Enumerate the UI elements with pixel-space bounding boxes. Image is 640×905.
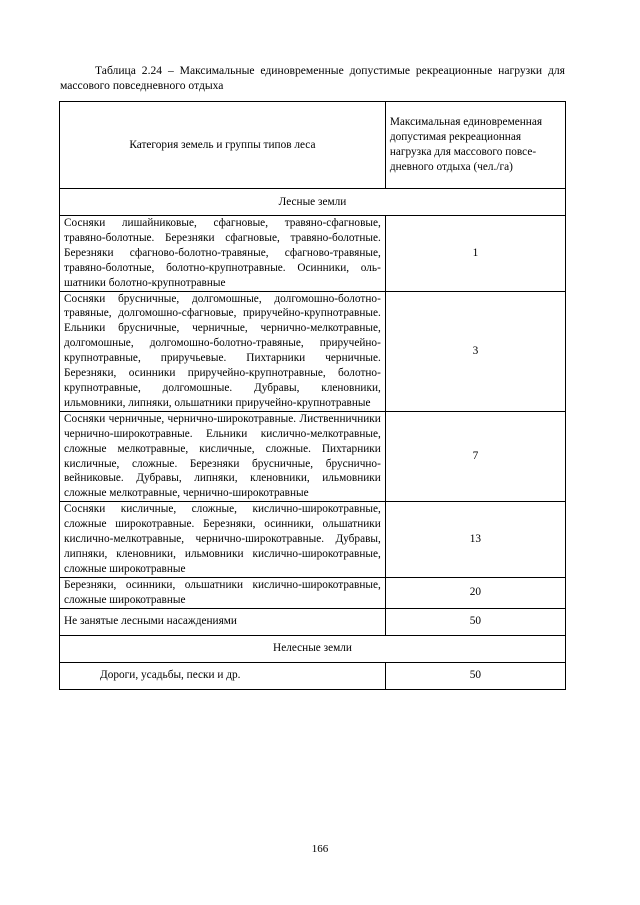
row-value: 7: [385, 411, 565, 501]
table-row: [60, 291, 566, 411]
recreation-load-table: [59, 101, 566, 690]
header-load-text: Максимальная единовременная допустимая рекреационная нагрузка для массового повседневного отдыха (чел./га): [389, 116, 543, 173]
row-description: Сосняки лишайниковые, сфагновые, травяно-сфагновые, травяно-болотные. Березняки сфагновые, травяно-болотные. Березняки сфагново-болотно-травяные, сфагново-травяные, травяно-болотные, болотно-крупнотравные. Осинники, ольшатники болотно-крупнотравные: [60, 216, 386, 292]
table-row: [60, 662, 566, 689]
header-category: [60, 102, 386, 189]
section-row-nonforest: [60, 635, 566, 662]
table-row: [60, 216, 566, 292]
header-category-text: Категория земель и группы типов леса: [129, 138, 316, 151]
section-nonforest-text: Нелесные земли: [273, 642, 352, 655]
row-description: Березняки, осинники, ольшатники кислично-широкотравные, сложные широкотравные: [60, 577, 386, 608]
row-description: Сосняки брусничные, долгомошные, долгомошно-болотно-травяные, долгомошно-сфагновые, приручейно-крупнотравные. Ельники брусничные, черничные, чернично-мелкотравные, долгомошные, долгомошно-болотно-травяные, приручейно-крупнотравные, приручьевые. Пихтарники черничные. Березняки, осинники приручейно-крупнотравные, болотно-крупнотравные, долгомошные. Дубравы, кленовники, ильмовники, липняки, ольшатники приручейно-крупнотравные: [60, 291, 386, 411]
table-row: [60, 577, 566, 608]
row-value: 3: [385, 291, 565, 411]
row-value: 1: [385, 216, 565, 292]
row-description: Не занятые лесными насаждениями: [60, 608, 386, 635]
row-value: 20: [385, 577, 565, 608]
section-forest-lands: [60, 189, 566, 216]
row-value: 50: [385, 662, 565, 689]
nonforest-description: Дороги, усадьбы, пески и др.: [100, 669, 241, 682]
table-row: [60, 608, 566, 635]
row-description: Сосняки черничные, чернично-широкотравные. Лиственничники чернично-широкотравные. Ельники кислично-мелкотравные, сложные мелкотравные, кисличные, сложные. Пихтарники кисличные, сложные. Березняки брусничные, бруснично-вейниковые. Дубравы, липняки, кленовники, ильмовники сложные мелкотравные, чернично-широкотравные: [60, 411, 386, 501]
header-load: [385, 102, 565, 189]
row-description: [60, 662, 386, 689]
section-row-forest: [60, 189, 566, 216]
page-number: 166: [311, 843, 329, 855]
row-value: 13: [385, 502, 565, 578]
row-description: Сосняки кисличные, сложные, кислично-широкотравные, сложные широкотравные. Березняки, осинники, ольшатники кислично-мелкотравные, чернично-широкотравные. Дубравы, липняки, кленовники, ильмовники кислично-широкотравные, сложные широкотравные: [60, 502, 386, 578]
table-row: [60, 502, 566, 578]
section-forest-text: Лесные земли: [278, 195, 347, 208]
table-caption: Таблица 2.24 – Максимальные единовременные допустимые рекреационные нагрузки для массового повседневного отдыха: [60, 64, 565, 92]
row-value: 50: [385, 608, 565, 635]
section-nonforest-lands: [60, 635, 566, 662]
table-row: [60, 411, 566, 501]
table-header-row: [60, 102, 566, 189]
